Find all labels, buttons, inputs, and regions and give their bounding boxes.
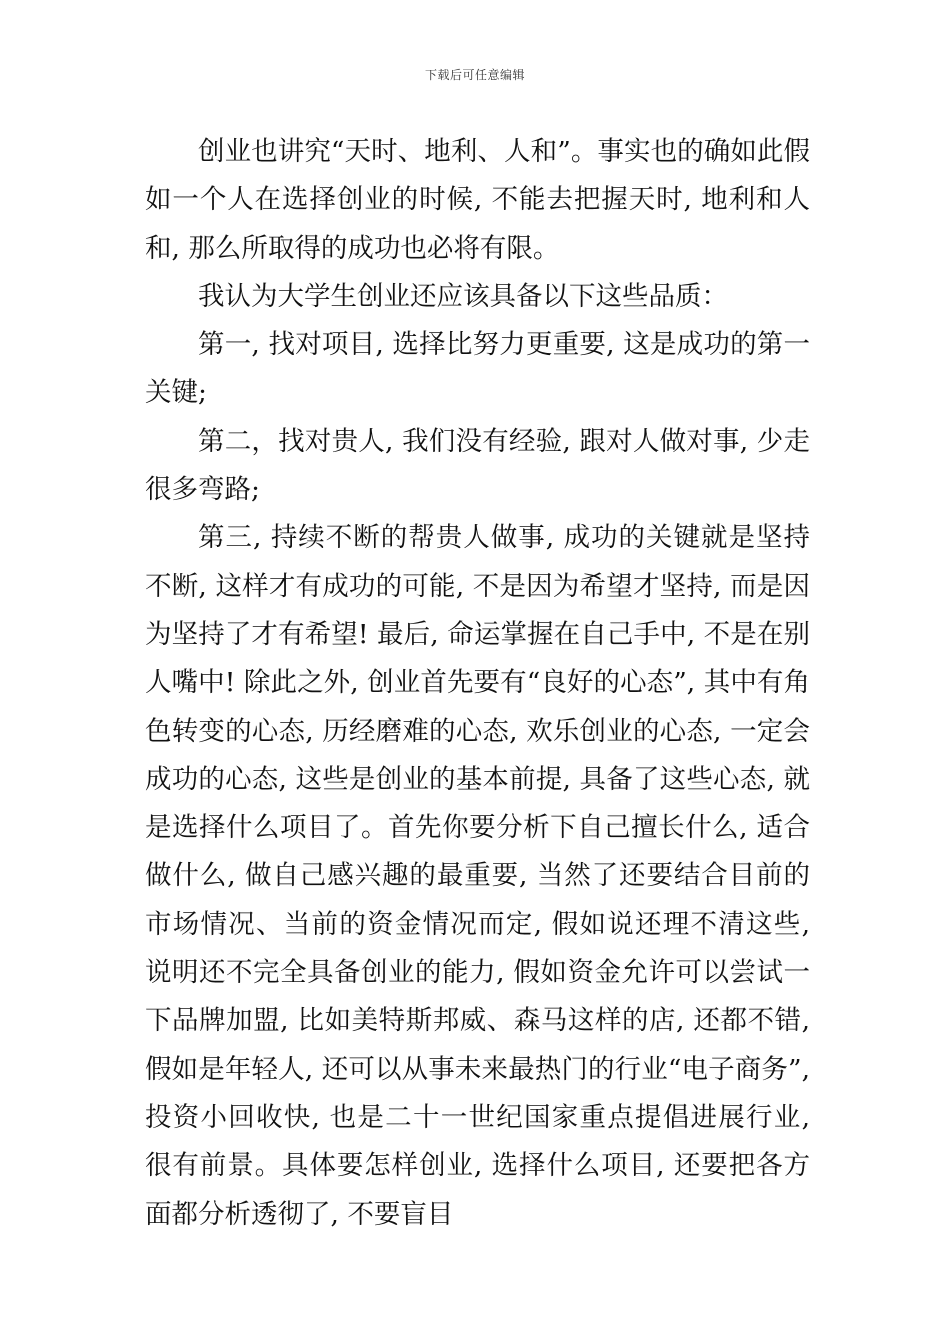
paragraph-4: 第二，找对贵人, 我们没有经验, 跟对人做对事, 少走很多弯路;	[145, 425, 810, 506]
page-header: 下载后可任意编辑	[424, 68, 525, 82]
paragraph-5: 第三, 持续不断的帮贵人做事, 成功的关键就是坚持不断, 这样才有成功的可能, 不是因为希望才坚持, 而是因为坚持了才有希望! 最后, 命运掌握在自己手中, 不是在别人嘴中! 除此之外, 创业首先要有“良好的心态”, 其中有角色转变的心态, 历经磨难的心态, 欢乐创业的心态, 一定会成功的心态, 这些是创业的基本前提, 具备了这些心态, 就是选择什么项目了。首先你要分析下自己擅长什么, 适合做什么, 做自己感兴趣的最重要, 当然了还要结合目前的市场情况、当前的资金情况而定, 假如说还理不清这些, 说明还不完全具备创业的能力, 假如资金允许可以尝试一下品牌加盟, 比如美特斯邦威、森马这样的店, 还都不错, 假如是年轻人, 还可以从事未来最热门的行业“电子商务”, 投资小回收快, 也是二十一世纪国家重点提倡进展行业, 很有前景。具体要怎样创业, 选择什么项目, 还要把各方面都分析透彻了, 不要盲目	[145, 522, 810, 1230]
document-body	[145, 128, 810, 1239]
paragraph-2: 我认为大学生创业还应该具备以下这些品质：	[198, 280, 728, 312]
paragraph-1: 创业也讲究“天时、地利、人和”。事实也的确如此假如一个人在选择创业的时候, 不能去把握天时, 地利和人和, 那么所取得的成功也必将有限。	[145, 136, 810, 264]
paragraph-3: 第一, 找对项目, 选择比努力更重要, 这是成功的第一关键;	[145, 329, 810, 409]
